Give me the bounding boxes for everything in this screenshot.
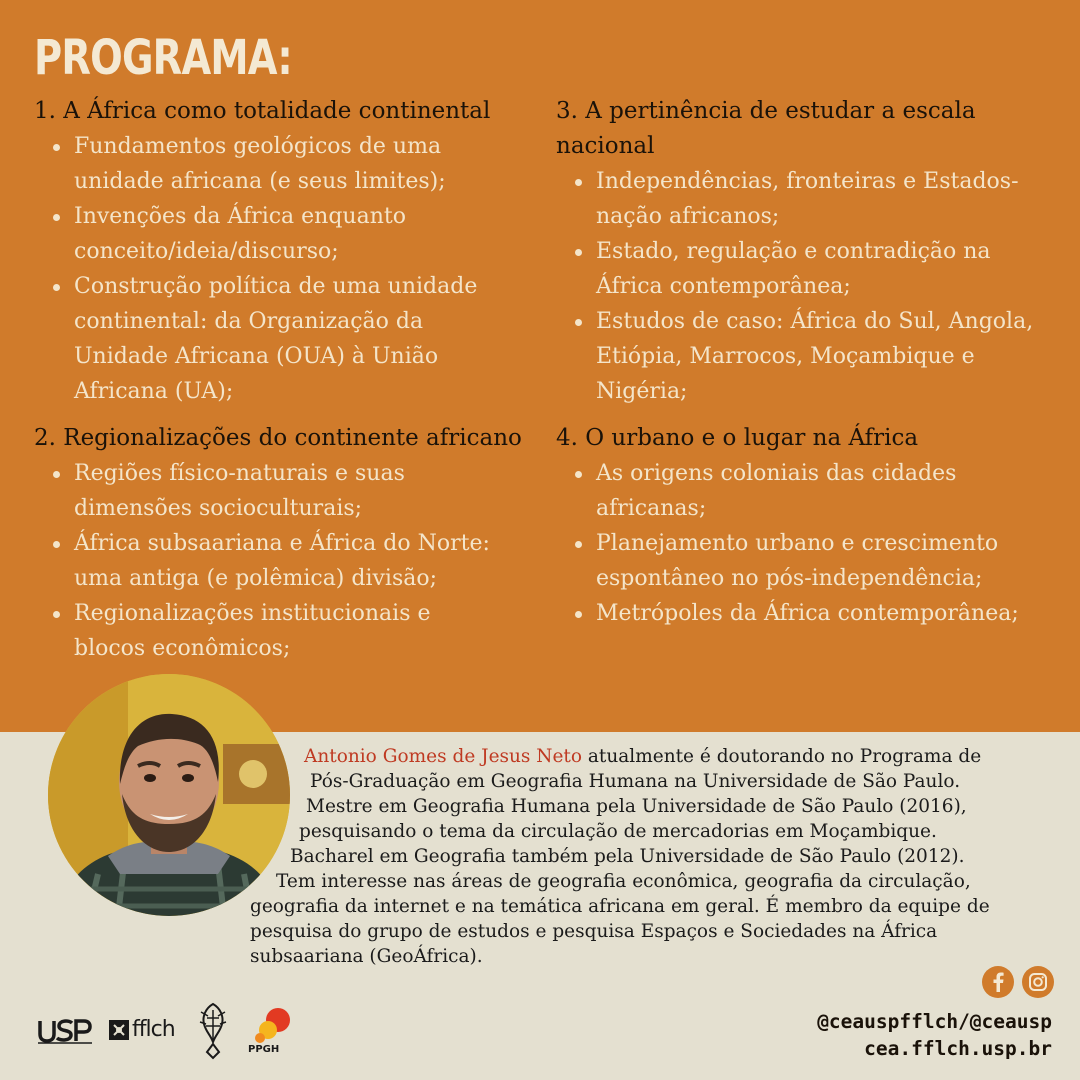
list-item: África subsaariana e África do Norte: uma antiga (e polêmica) divisão; [74, 526, 534, 596]
program-section-2 [34, 421, 534, 666]
program-section-4 [556, 421, 1066, 631]
list-item: Regiões físico-naturais e suas dimensões socioculturais; [74, 456, 534, 526]
bio-line: Pós-Graduação em Geografia Humana na Universidade de São Paulo. [310, 771, 961, 792]
instagram-icon[interactable] [1022, 966, 1054, 998]
website-link[interactable]: cea.fflch.usp.br [864, 1037, 1052, 1060]
list-item: Fundamentos geológicos de uma unidade africana (e seus limites); [74, 129, 534, 199]
social-handle: @ceauspfflch/@ceausp [817, 1010, 1052, 1033]
program-column-right [556, 94, 1066, 643]
list-item: Regionalizações institucionais e blocos econômicos; [74, 596, 534, 666]
program-column-left [34, 94, 534, 678]
usp-logo [38, 1018, 92, 1048]
section-title: 3. A pertinência de estudar a escala nacional [556, 98, 976, 159]
list-item: Invenções da África enquanto conceito/ideia/discurso; [74, 199, 534, 269]
list-item: Independências, fronteiras e Estados- nação africanos; [596, 164, 1066, 234]
bio-line: subsaariana (GeoÁfrica). [250, 946, 483, 967]
bio-line: Tem interesse nas áreas de geografia econômica, geografia da circulação, [276, 871, 971, 892]
section-title: 2. Regionalizações do continente africano [34, 425, 522, 451]
facebook-glyph [991, 972, 1005, 992]
fflch-logo: fflch [108, 1017, 175, 1042]
bio-line: Antonio Gomes de Jesus Neto atualmente é doutorando no Programa de [304, 746, 982, 767]
list-item: Estado, regulação e contradição na África contemporânea; [596, 234, 1066, 304]
contact-info [817, 1008, 1052, 1062]
section-title: 1. A África como totalidade continental [34, 98, 491, 124]
list-item: Metrópoles da África contemporânea; [596, 596, 1066, 631]
speaker-name: Antonio Gomes de Jesus Neto [304, 746, 583, 767]
program-section-3 [556, 94, 1066, 409]
list-item: As origens coloniais das cidades africanas; [596, 456, 1066, 526]
bio-line: Bacharel em Geografia também pela Universidade de São Paulo (2012). [290, 846, 965, 867]
list-item: Planejamento urbano e crescimento espontâneo no pós-independência; [596, 526, 1066, 596]
program-section-1 [34, 94, 534, 409]
bio-line: pesquisando o tema da circulação de mercadorias em Moçambique. [299, 821, 937, 842]
page-title: PROGRAMA: [34, 30, 292, 86]
bio-line: Mestre em Geografia Humana pela Universidade de São Paulo (2016), [306, 796, 967, 817]
bio-line: geografia da internet e na temática africana em geral. É membro da equipe de [250, 896, 990, 917]
facebook-icon[interactable] [982, 966, 1014, 998]
ppgh-logo: PPGH [246, 1006, 292, 1060]
instagram-glyph [1028, 972, 1048, 992]
speaker-bio [244, 744, 1014, 969]
fflch-emblem-icon [108, 1019, 130, 1041]
bio-line: pesquisa do grupo de estudos e pesquisa Espaços e Sociedades na África [250, 921, 938, 942]
cea-logo [196, 1002, 230, 1064]
list-item: Construção política de uma unidade continental: da Organização da Unidade Africana (OUA) à União Africana (UA); [74, 269, 534, 409]
list-item: Estudos de caso: África do Sul, Angola, Etiópia, Marrocos, Moçambique e Nigéria; [596, 304, 1066, 409]
section-title: 4. O urbano e o lugar na África [556, 425, 919, 451]
